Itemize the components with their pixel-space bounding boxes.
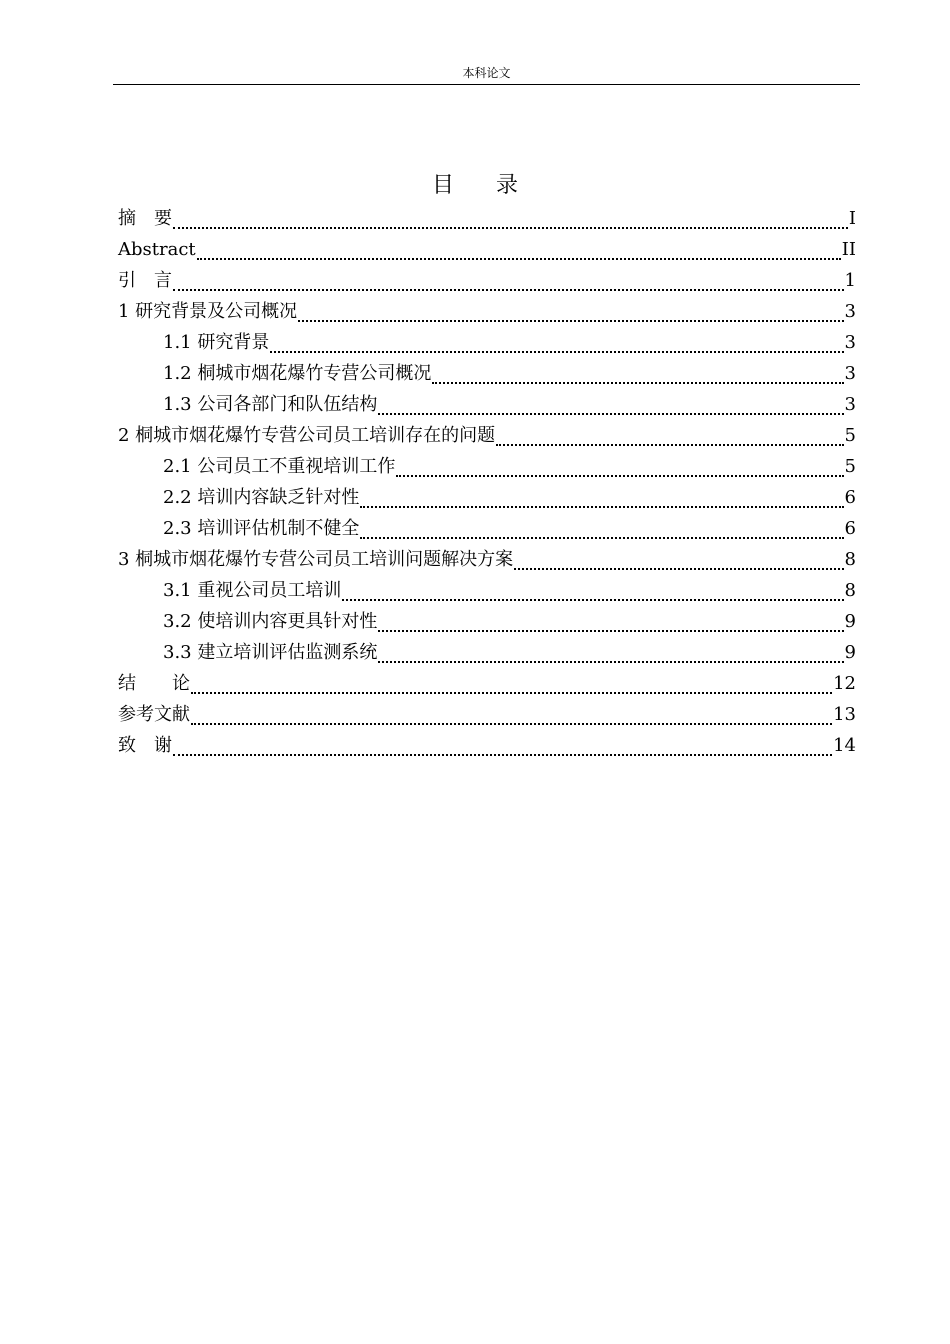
toc-entry-label: 2 桐城市烟花爆竹专营公司员工培训存在的问题 [118,424,496,446]
toc-entry-label: 2.3 培训评估机制不健全 [163,517,360,539]
toc-entry-page: 5 [844,424,856,446]
header-text: 本科论文 [462,66,511,80]
toc-entry[interactable] [118,203,856,234]
toc-entry-label: 致 谢 [118,734,172,756]
toc-entry-page: 8 [844,579,856,601]
toc-entry[interactable] [118,420,856,451]
toc-entry[interactable] [118,637,856,668]
toc-entry[interactable] [118,606,856,637]
toc-entry[interactable] [118,730,856,761]
toc-entry-label: 2.2 培训内容缺乏针对性 [163,486,360,508]
toc-entry-label: 3.1 重视公司员工培训 [163,579,342,601]
toc-leader [342,587,843,601]
toc-leader [173,742,832,756]
toc-entry-page: 13 [833,703,856,725]
toc-entry[interactable] [118,265,856,296]
toc-entry[interactable] [118,389,856,420]
toc-leader [173,277,844,291]
toc-entry[interactable] [118,668,856,699]
toc-title [0,172,950,200]
toc-entry-label: 3.3 建立培训评估监测系统 [163,641,378,663]
toc-entry-label: 1.3 公司各部门和队伍结构 [163,393,378,415]
toc-entry-page: 3 [844,300,856,322]
toc-entry[interactable] [118,358,856,389]
toc-entry-label: 1.2 桐城市烟花爆竹专营公司概况 [163,362,432,384]
toc-entry-label: Abstract [118,238,196,260]
toc-title-part2: 录 [496,173,519,198]
toc-entry-page: 1 [844,269,856,291]
toc-leader [514,556,843,570]
toc-leader [378,401,843,415]
toc-entry-page: 8 [844,548,856,570]
toc-entry-label: 结 论 [118,672,190,694]
toc-entry-page: 5 [844,455,856,477]
toc-leader [197,246,841,260]
toc-entry[interactable] [118,451,856,482]
toc-entry[interactable] [118,327,856,358]
toc-entry-label: 3 桐城市烟花爆竹专营公司员工培训问题解决方案 [118,548,514,570]
toc-entry-label: 1 研究背景及公司概况 [118,300,298,322]
toc-leader [360,494,843,508]
toc-entry-page: 12 [833,672,856,694]
toc-entry-page: 9 [844,610,856,632]
toc-entry-page: 6 [844,517,856,539]
toc-entry[interactable] [118,296,856,327]
toc-entry-page: I [848,207,856,229]
toc-entry-page: 9 [844,641,856,663]
toc-title-part1: 目 [431,173,454,198]
toc-entry-page: 3 [844,393,856,415]
toc-leader [360,525,843,539]
toc-entry[interactable] [118,513,856,544]
toc-leader [191,680,832,694]
toc-entry-page: 14 [833,734,856,756]
toc-leader [298,308,843,322]
toc-entry[interactable] [118,482,856,513]
toc-entry-page: 3 [844,331,856,353]
toc-entry-page: 6 [844,486,856,508]
toc-entry-label: 参考文献 [118,703,190,725]
page-header [113,64,860,85]
toc-leader [432,370,843,384]
toc-entry-page: II [841,238,856,260]
toc-leader [270,339,843,353]
toc-leader [378,618,843,632]
toc-entry-label: 2.1 公司员工不重视培训工作 [163,455,396,477]
toc-entry-label: 引 言 [118,269,172,291]
toc-leader [396,463,843,477]
toc-entry[interactable] [118,234,856,265]
toc-entry[interactable] [118,544,856,575]
toc-entry[interactable] [118,699,856,730]
toc-leader [378,649,843,663]
table-of-contents [118,203,856,761]
toc-leader [191,711,832,725]
toc-leader [173,215,848,229]
toc-entry-label: 摘 要 [118,207,172,229]
toc-entry[interactable] [118,575,856,606]
toc-entry-page: 3 [844,362,856,384]
toc-leader [496,432,843,446]
toc-entry-label: 1.1 研究背景 [163,331,270,353]
toc-entry-label: 3.2 使培训内容更具针对性 [163,610,378,632]
